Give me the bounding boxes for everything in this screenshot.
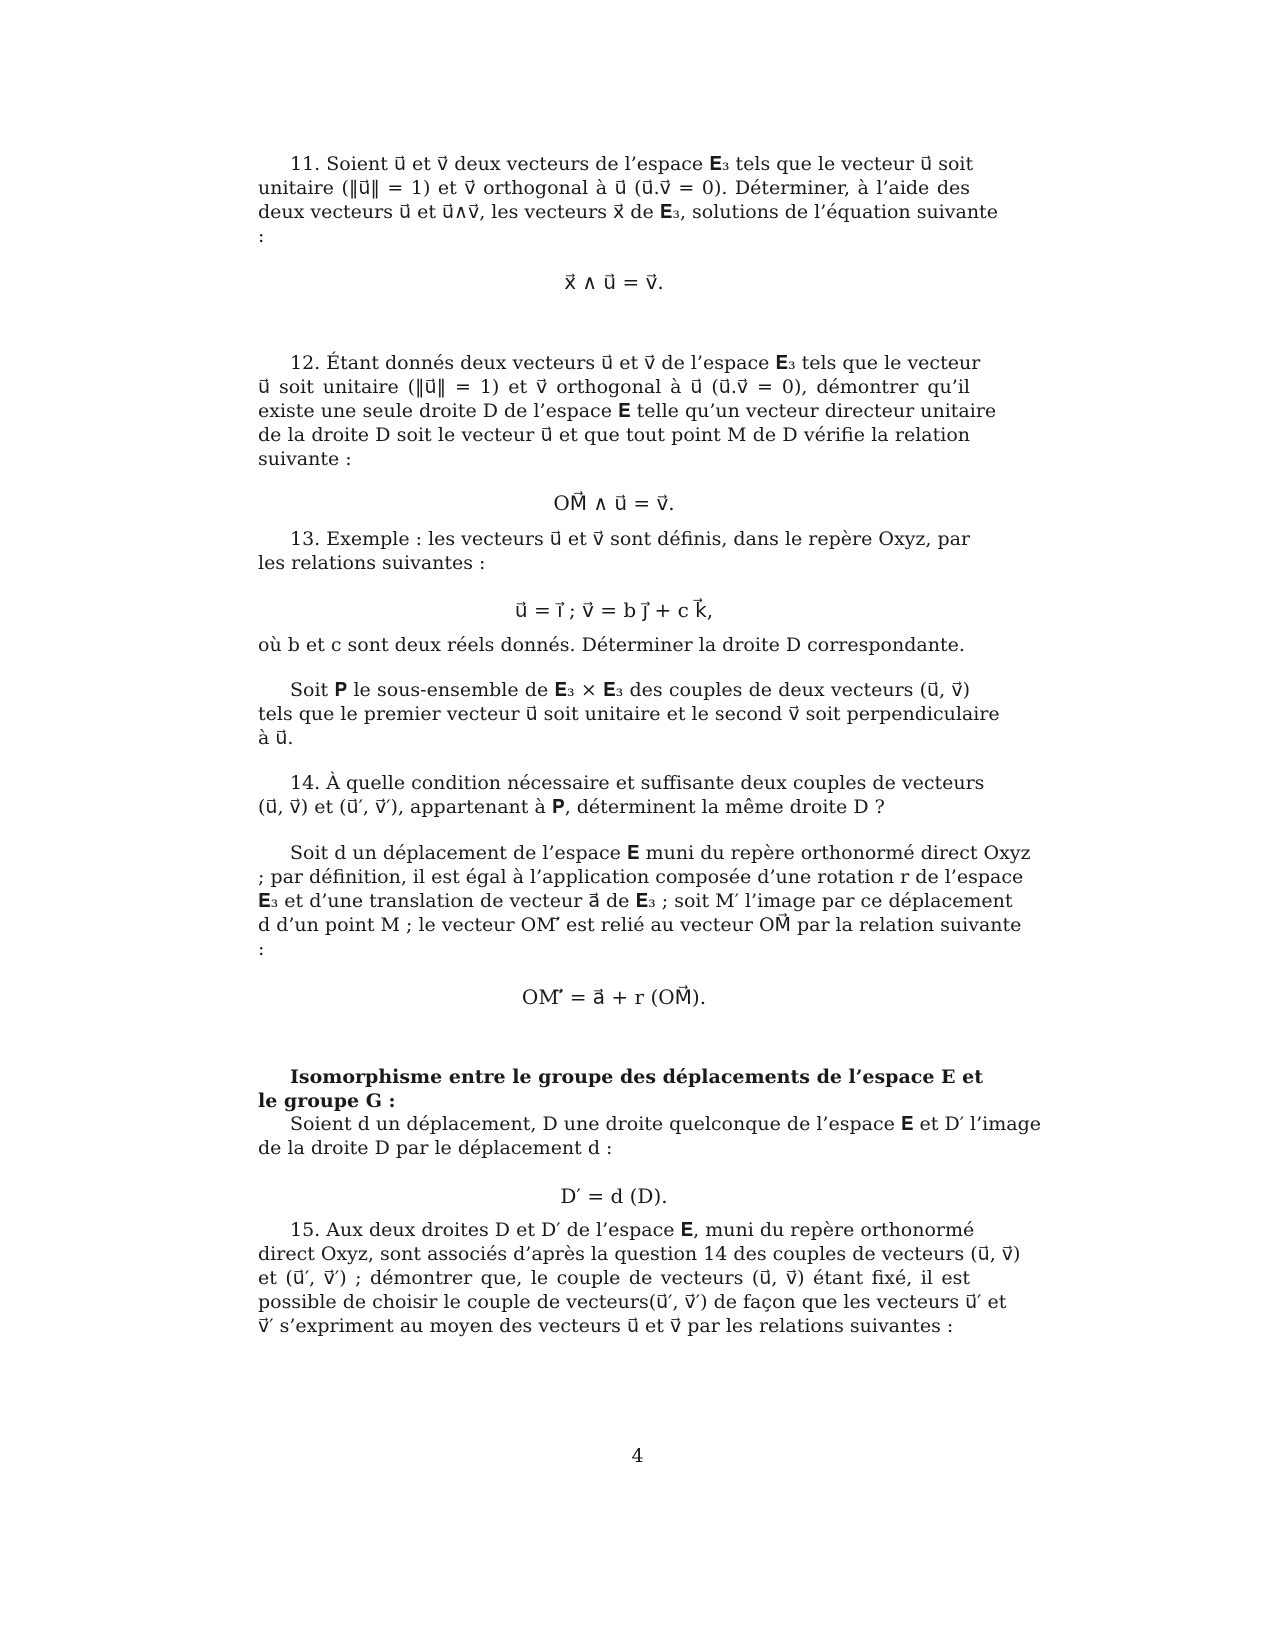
setP-line-2: tels que le premier vecteur u⃗ soit unitaire et le second v⃗ soit perpendiculaire (258, 703, 1000, 725)
section-heading-line-2: le groupe 𝐆 : (258, 1090, 396, 1112)
q12-line-1: 12. Étant donnés deux vecteurs u⃗ et v⃗ de l’espace 𝐄₃ tels que le vecteur (290, 352, 981, 374)
setP-line-3: à u⃗. (258, 727, 294, 749)
displacement-line-1: Soit d un déplacement de l’espace 𝐄 muni du repère orthonormé direct Oxyz (290, 842, 1031, 864)
equation-12: OM⃗ ∧ u⃗ = v⃗. (553, 491, 675, 515)
q14-line-2: (u⃗, v⃗) et (u⃗′, v⃗′), appartenant à 𝐏, déterminent la même droite D ? (258, 796, 885, 818)
iso-line-2: de la droite D par le déplacement d : (258, 1137, 613, 1159)
setP-line-1: Soit 𝐏 le sous-ensemble de 𝐄₃ × 𝐄₃ des couples de deux vecteurs (u⃗, v⃗) (290, 679, 970, 701)
q12-line-4: de la droite D soit le vecteur u⃗ et que tout point M de D vérifie la relation (258, 424, 970, 446)
q13-line-1: 13. Exemple : les vecteurs u⃗ et v⃗ sont définis, dans le repère Oxyz, par (290, 528, 971, 550)
displacement-line-2: ; par définition, il est égal à l’application composée d’une rotation r de l’espace (258, 866, 1024, 888)
q11-line-3: deux vecteurs u⃗ et u⃗∧v⃗, les vecteurs x⃗ de 𝐄₃, solutions de l’équation suivante (258, 201, 998, 223)
displacement-line-5: : (258, 938, 265, 960)
q15-line-4: possible de choisir le couple de vecteurs(u⃗′, v⃗′) de façon que les vecteurs u⃗′ et (258, 1291, 1007, 1313)
q15-line-5: v⃗′ s’expriment au moyen des vecteurs u⃗ et v⃗ par les relations suivantes : (258, 1315, 954, 1337)
q11-line-2: unitaire (‖u⃗‖ = 1) et v⃗ orthogonal à u⃗ (u⃗.v⃗ = 0). Déterminer, à l’aide des (258, 177, 970, 199)
q13-line-3: où b et c sont deux réels donnés. Déterminer la droite D correspondante. (258, 634, 965, 656)
equation-displacement: OM′⃗ = a⃗ + r (OM⃗). (521, 985, 707, 1009)
displacement-line-3: 𝐄₃ et d’une translation de vecteur a⃗ de 𝐄₃ ; soit M′ l’image par ce déplacement (258, 890, 1013, 912)
q15-line-1: 15. Aux deux droites D et D′ de l’espace 𝐄, muni du repère orthonormé (290, 1219, 975, 1241)
equation-13: u⃗ = i⃗ ; v⃗ = b j⃗ + c k⃗, (514, 598, 714, 622)
q14-line-1: 14. À quelle condition nécessaire et suffisante deux couples de vecteurs (290, 772, 985, 794)
page-number: 4 (631, 1445, 644, 1467)
q13-line-2: les relations suivantes : (258, 552, 486, 574)
equation-11: x⃗ ∧ u⃗ = v⃗. (564, 270, 664, 294)
q15-line-3: et (u⃗′, v⃗′) ; démontrer que, le couple de vecteurs (u⃗, v⃗) étant fixé, il est (258, 1267, 970, 1289)
q11-line-4: : (258, 225, 265, 247)
q15-line-2: direct Oxyz, sont associés d’après la question 14 des couples de vecteurs (u⃗, v⃗) (258, 1243, 1021, 1265)
iso-line-1: Soient d un déplacement, D une droite quelconque de l’espace 𝐄 et D′ l’image (290, 1113, 1042, 1135)
q12-line-3: existe une seule droite D de l’espace 𝐄 telle qu’un vecteur directeur unitaire (258, 400, 997, 422)
equation-image-droite: D′ = d (D). (560, 1184, 668, 1208)
section-heading-line-1: Isomorphisme entre le groupe des déplacements de l’espace 𝐄 et (290, 1066, 984, 1088)
displacement-line-4: d d’un point M ; le vecteur OM′⃗ est relié au vecteur OM⃗ par la relation suivante (258, 914, 1022, 936)
q12-line-5: suivante : (258, 448, 352, 470)
q12-line-2: u⃗ soit unitaire (‖u⃗‖ = 1) et v⃗ orthogonal à u⃗ (u⃗.v⃗ = 0), démontrer qu’il (258, 376, 970, 398)
q11-line-1: 11. Soient u⃗ et v⃗ deux vecteurs de l’espace 𝐄₃ tels que le vecteur u⃗ soit (290, 153, 974, 175)
